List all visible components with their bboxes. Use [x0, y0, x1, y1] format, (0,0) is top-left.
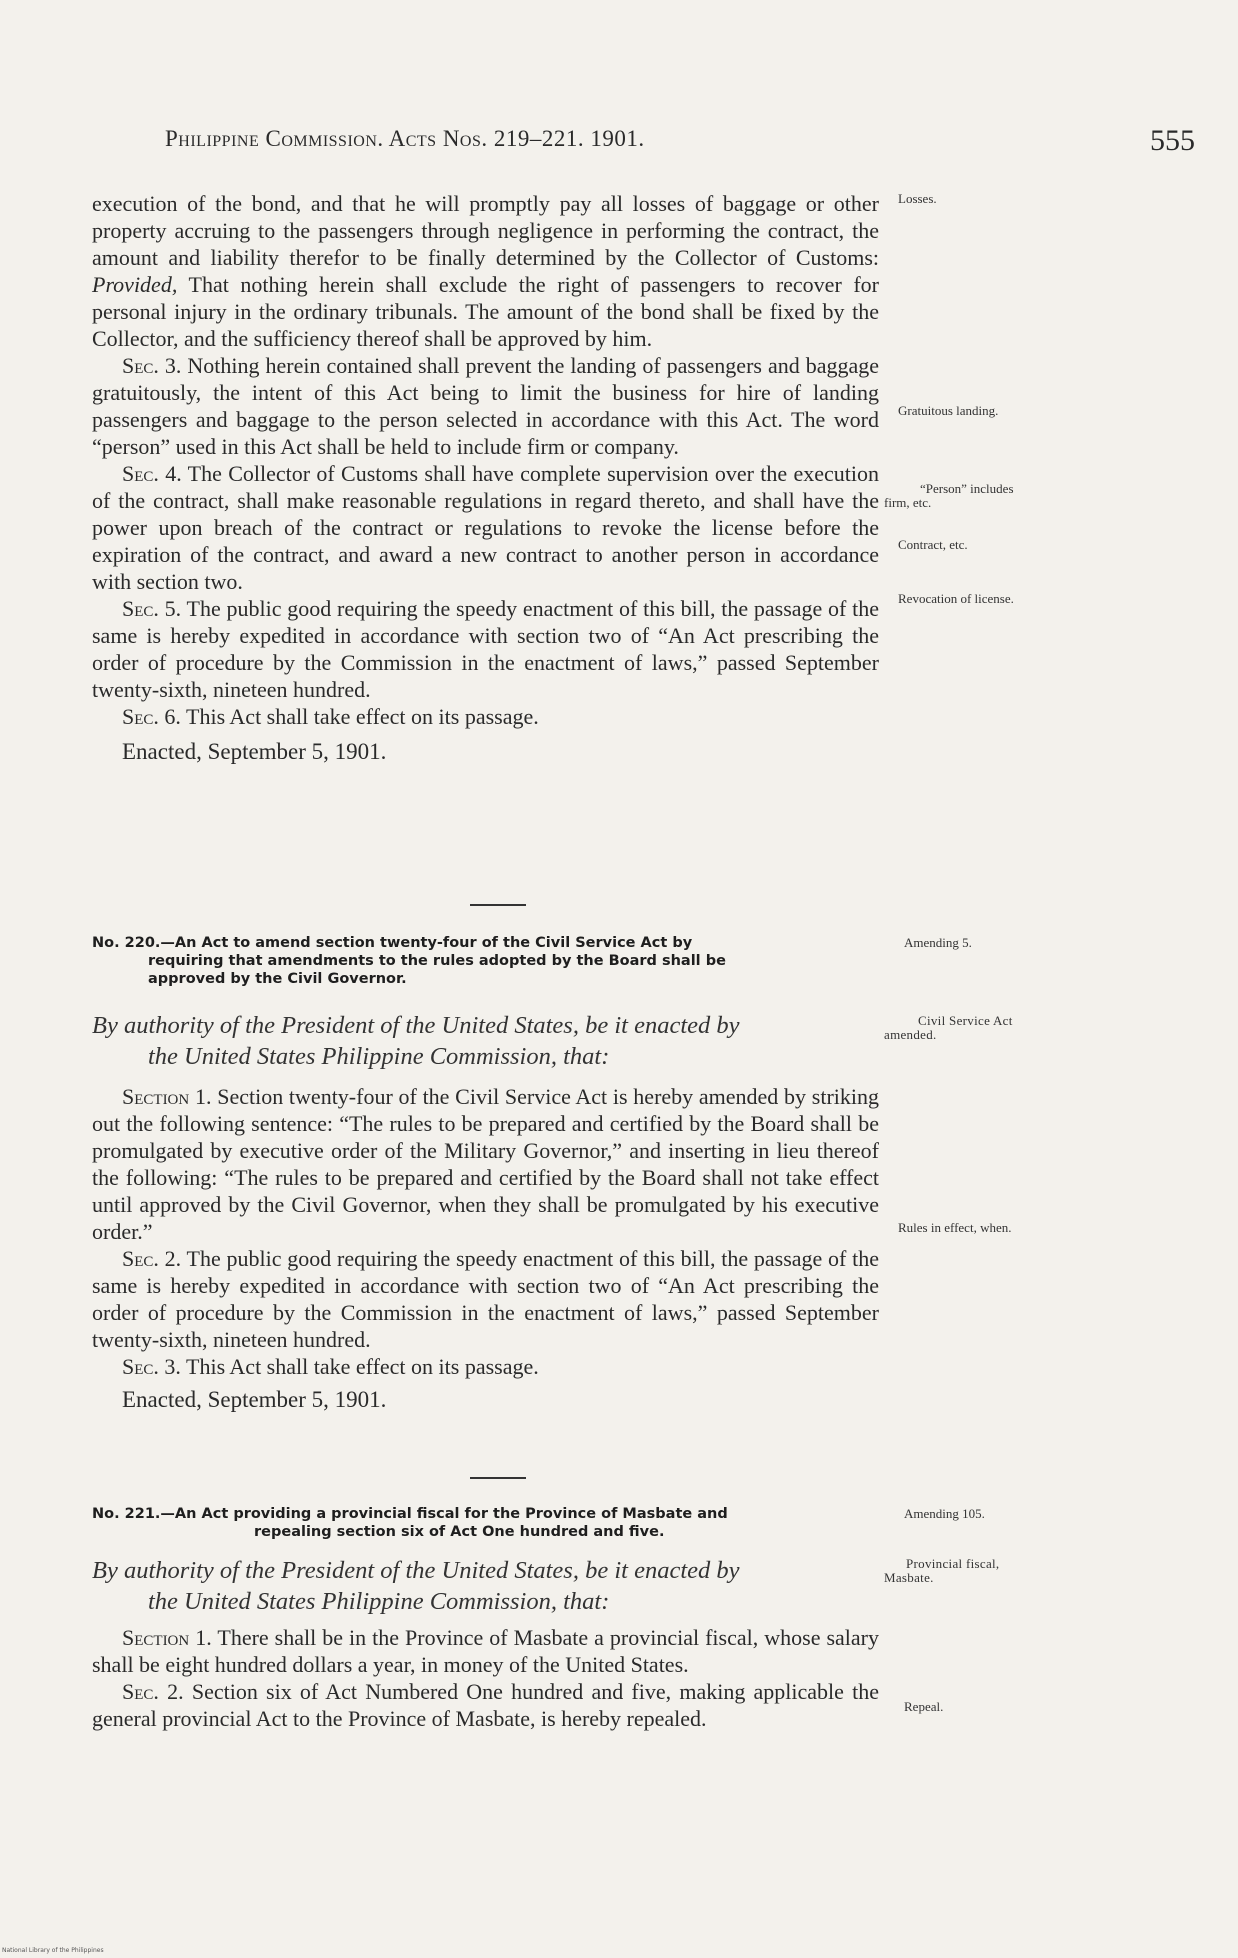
section-label: Sec. 2. [122, 1679, 184, 1704]
margin-note-losses: Losses. [898, 191, 937, 206]
act-219-enacted: Enacted, September 5, 1901. [122, 739, 387, 764]
section-label: Sec. 2. [122, 1246, 182, 1271]
section-divider [470, 904, 526, 906]
section-label: Section 1. [122, 1625, 212, 1650]
running-title: Philippine Commission. Acts Nos. 219–221. 1901. [165, 126, 645, 151]
margin-note-provincial-fiscal: Provincial fiscal, Masbate. [884, 1556, 1000, 1585]
act-219-continuation [92, 190, 879, 765]
margin-note-amending-105: Amending 105. [904, 1506, 985, 1521]
act-220-section-3: Sec. 3. This Act shall take effect on its passage. [122, 1354, 539, 1379]
act-220-heading: No. 220.—An Act to amend section twenty-four of the Civil Service Act by requiring that amendments to the rules adopted by the Board shall be approved by the Civil Governor. [92, 935, 726, 987]
section-label: Sec. 6. [122, 704, 181, 729]
margin-note-person-includes: “Person” includes firm, etc. [884, 481, 1014, 510]
provided-word: Provided, [92, 272, 178, 297]
footer-credit: National Library of the Philippines [2, 1947, 104, 1954]
section-divider [470, 1477, 526, 1479]
margin-note-contract: Contract, etc. [898, 537, 968, 552]
section-label: Sec. 4. [122, 461, 182, 486]
section-label: Sec. 3. [122, 1354, 181, 1379]
act-221-body [92, 1624, 879, 1732]
act-219-section-4: Sec. 4. The Collector of Customs shall have complete supervision over the execution of the contract, shall make reasonable regulations in regard thereto, and shall have the power upon breach of the contract or regulations to revoke the license before the expiration of the contract, and award a new contract to another person in accordance with section two. [92, 461, 879, 594]
margin-note-revocation: Revocation of license. [898, 591, 1014, 606]
act-220-section-1: Section 1. Section twenty-four of the Civil Service Act is hereby amended by striking out the following sentence: “The rules to be prepared and certified by the Board shall be promulgated by executive order of the Military Governor,” and inserting in lieu thereof the following: “The rules to be prepared and certified by the Board shall not take effect until approved by the Civil Governor, when they shall be promulgated by his executive order.” [92, 1084, 879, 1244]
act-220-section-2: Sec. 2. The public good requiring the speedy enactment of this bill, the passage of the same is hereby expedited in accordance with section two of “An Act prescribing the order of procedure by the Commission in the enactment of laws,” passed September twenty-sixth, nineteen hundred. [92, 1246, 879, 1352]
section-label: Sec. 3. [122, 353, 182, 378]
act-219-section-3: Sec. 3. Nothing herein contained shall prevent the landing of passengers and baggage gratuitously, the intent of this Act being to limit the business for hire of landing passengers and baggage to the person selected in accordance with this Act. The word “person” used in this Act shall be held to include firm or company. [92, 353, 880, 459]
margin-note-rules-in-effect: Rules in effect, when. [898, 1220, 1012, 1235]
act-221-enacting-clause: By authority of the President of the United States, be it enacted by the United States Philippine Commission, that: [92, 1557, 740, 1615]
act-219-section-6: Sec. 6. This Act shall take effect on its passage. [122, 704, 539, 729]
act-221-heading: No. 221.—An Act providing a provincial fiscal for the Province of Masbate and repealing section six of Act One hundred and five. [92, 1506, 728, 1540]
act-220-enacting-clause: By authority of the President of the United States, be it enacted by the United States Philippine Commission, that: [92, 1012, 740, 1070]
section-label: Section 1. [122, 1084, 212, 1109]
section-label: Sec. 5. [122, 596, 182, 621]
act-219-section-5: Sec. 5. The public good requiring the speedy enactment of this bill, the passage of the same is hereby expedited in accordance with section two of “An Act prescribing the order of procedure by the Commission in the enactment of laws,” passed September twenty-sixth, nineteen hundred. [92, 596, 879, 702]
margin-note-civil-service-act: Civil Service Act amended. [884, 1013, 1013, 1042]
margin-note-amending-5: Amending 5. [904, 935, 972, 950]
act-221-section-1: Section 1. There shall be in the Province of Masbate a provincial fiscal, whose salary shall be eight hundred dollars a year, in money of the United States. [92, 1625, 880, 1677]
paragraph-bond: execution of the bond, and that he will promptly pay all losses of baggage or other property accruing to the passengers through negligence in performing the contract, the amount and liability therefor to be finally determined by the Collector of Customs: Provided, That nothing herein shall exclude the right of passengers to recover for personal injury in the ordinary tribunals. The amount of the bond shall be fixed by the Collector, and the sufficiency thereof shall be approved by him. [92, 191, 879, 351]
margin-note-repeal: Repeal. [904, 1699, 944, 1714]
running-header [165, 126, 1195, 166]
act-220-enacted: Enacted, September 5, 1901. [122, 1387, 387, 1412]
act-221-section-2: Sec. 2. Section six of Act Numbered One hundred and five, making applicable the general provincial Act to the Province of Masbate, is hereby repealed. [92, 1679, 880, 1731]
act-220-body [92, 1083, 879, 1413]
page-number: 555 [1150, 124, 1195, 157]
margin-note-gratuitous-landing: Gratuitous landing. [898, 403, 999, 418]
